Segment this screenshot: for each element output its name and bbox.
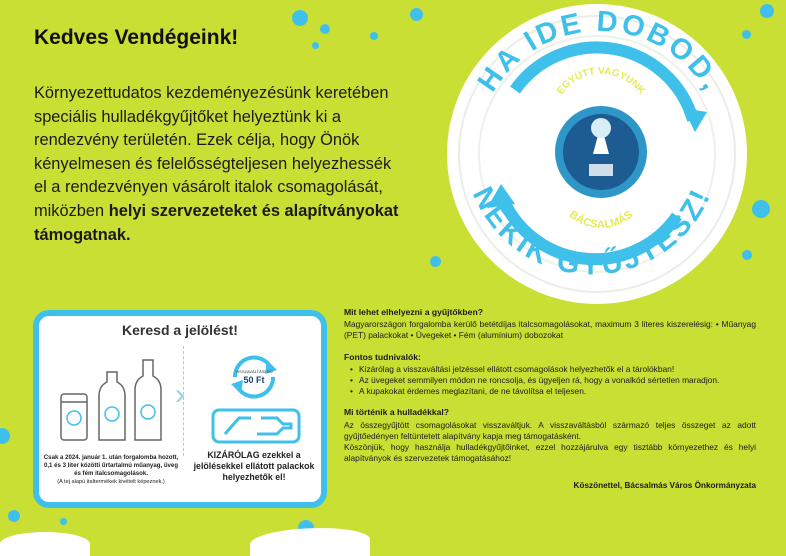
white-splash <box>250 528 370 556</box>
bottle-recycle-icon <box>211 408 301 444</box>
signature: Köszönettel, Bácsalmás Város Önkormányzata <box>573 481 756 491</box>
decor-dot <box>370 32 378 40</box>
list-item: • Kizárólag a visszaváltási jelzéssel ellátott csomagolások helyezhetők el a tárolókban! <box>350 364 756 375</box>
list-item: • Az üvegeket semmilyen módon ne roncsolja, és ügyeljen rá, hogy a vonalkód sértetlen maradjon. <box>350 375 756 386</box>
card-left-text: Csak a 2024. január 1. után forgalomba hozott, 0,1 és 3 liter közötti űrtartalmú műanyag, üveg és fém italcsomagolások. (A tej alapú italtermékek kivételt képeznek.) <box>43 454 179 485</box>
decor-dot <box>60 518 67 525</box>
info-section <box>344 307 756 492</box>
intro-bold: helyi szervezeteket és alapítványokat támogatnak. <box>34 201 399 244</box>
deposit-mark-icon <box>227 352 281 402</box>
list-item: • A kupakokat érdemes meglazítani, de ne távolítsa el teljesen. <box>350 386 756 397</box>
info-q3: Mi történik a hulladékkal? <box>344 407 450 418</box>
label-info-card <box>33 310 327 508</box>
decor-dot <box>320 24 330 34</box>
plastic-bottle-icon <box>99 372 125 440</box>
decor-dot <box>0 428 10 444</box>
emblem-text-top: EGYÜTT VAGYUNK <box>555 65 647 97</box>
page-title: Kedves Vendégeink! <box>34 26 239 49</box>
card-right-text: KIZÁRÓLAG ezekkel a jelölésekkel ellátott palackok helyezhetők el! <box>193 450 315 482</box>
logo-text-bottom: NEKIK GYŰJTESZ! <box>466 182 718 282</box>
white-splash <box>0 532 90 556</box>
card-left-note: (A tej alapú italtermékek kivételt képeznek.) <box>57 479 165 485</box>
intro-text: Környezettudatos kezdeményezésünk keretében speciális hulladékgyűjtőket helyeztünk ki a rendezvény területén. Ezek célja, hogy Önök kényelmesen és felelősségteljesen helyezhessék el a rendezvényen vásárolt italok csomagolását, miközben helyi szervezeteket és alapítványokat támogatnak. <box>34 84 399 244</box>
info-q2: Fontos tudnivalók: <box>344 351 421 362</box>
info-a1: Magyarországon forgalomba kerülő betétdíjas italcsomagolásokat, maximum 3 literes kiszerelésig: • Műanyag (PET) palackokat • Üvegeket • Fém (alumínium) dobozokat <box>344 319 756 341</box>
campaign-logo <box>405 4 777 314</box>
deposit-value: 50 Ft <box>243 375 265 385</box>
decor-dot <box>292 10 308 26</box>
decor-dot <box>8 510 20 522</box>
containers-illustration <box>57 356 177 446</box>
glass-bottle-icon <box>135 360 161 440</box>
logo-text-top: HA IDE DOBOD, <box>471 5 729 98</box>
deposit-label: VISSZAVÁLTÁSI DÍJ <box>235 369 273 374</box>
can-icon <box>61 394 87 440</box>
decor-dot <box>312 42 319 49</box>
info-q1: Mit lehet elhelyezni a gyűjtőkben? <box>344 307 483 317</box>
chevron-right-icon: › <box>175 378 185 411</box>
card-title: Keresd a jelölést! <box>122 322 238 338</box>
info-a3b: Köszönjük, hogy használja hulladékgyűjtőinket, ezzel hozzájárulva egy tisztább környezethez és helyi alapítványok és szervezetek támogatásához! <box>344 442 756 464</box>
emblem-text-bottom: BÁCSALMÁS <box>566 208 636 231</box>
info-bullets <box>350 364 756 398</box>
info-a3: Az összegyűjtött csomagolásokat visszaváltjuk. A visszaváltásból származó teljes összeget az adott gyűjtőedényen feltüntetett alapítvány kapja meg támogatásként. <box>344 419 756 441</box>
